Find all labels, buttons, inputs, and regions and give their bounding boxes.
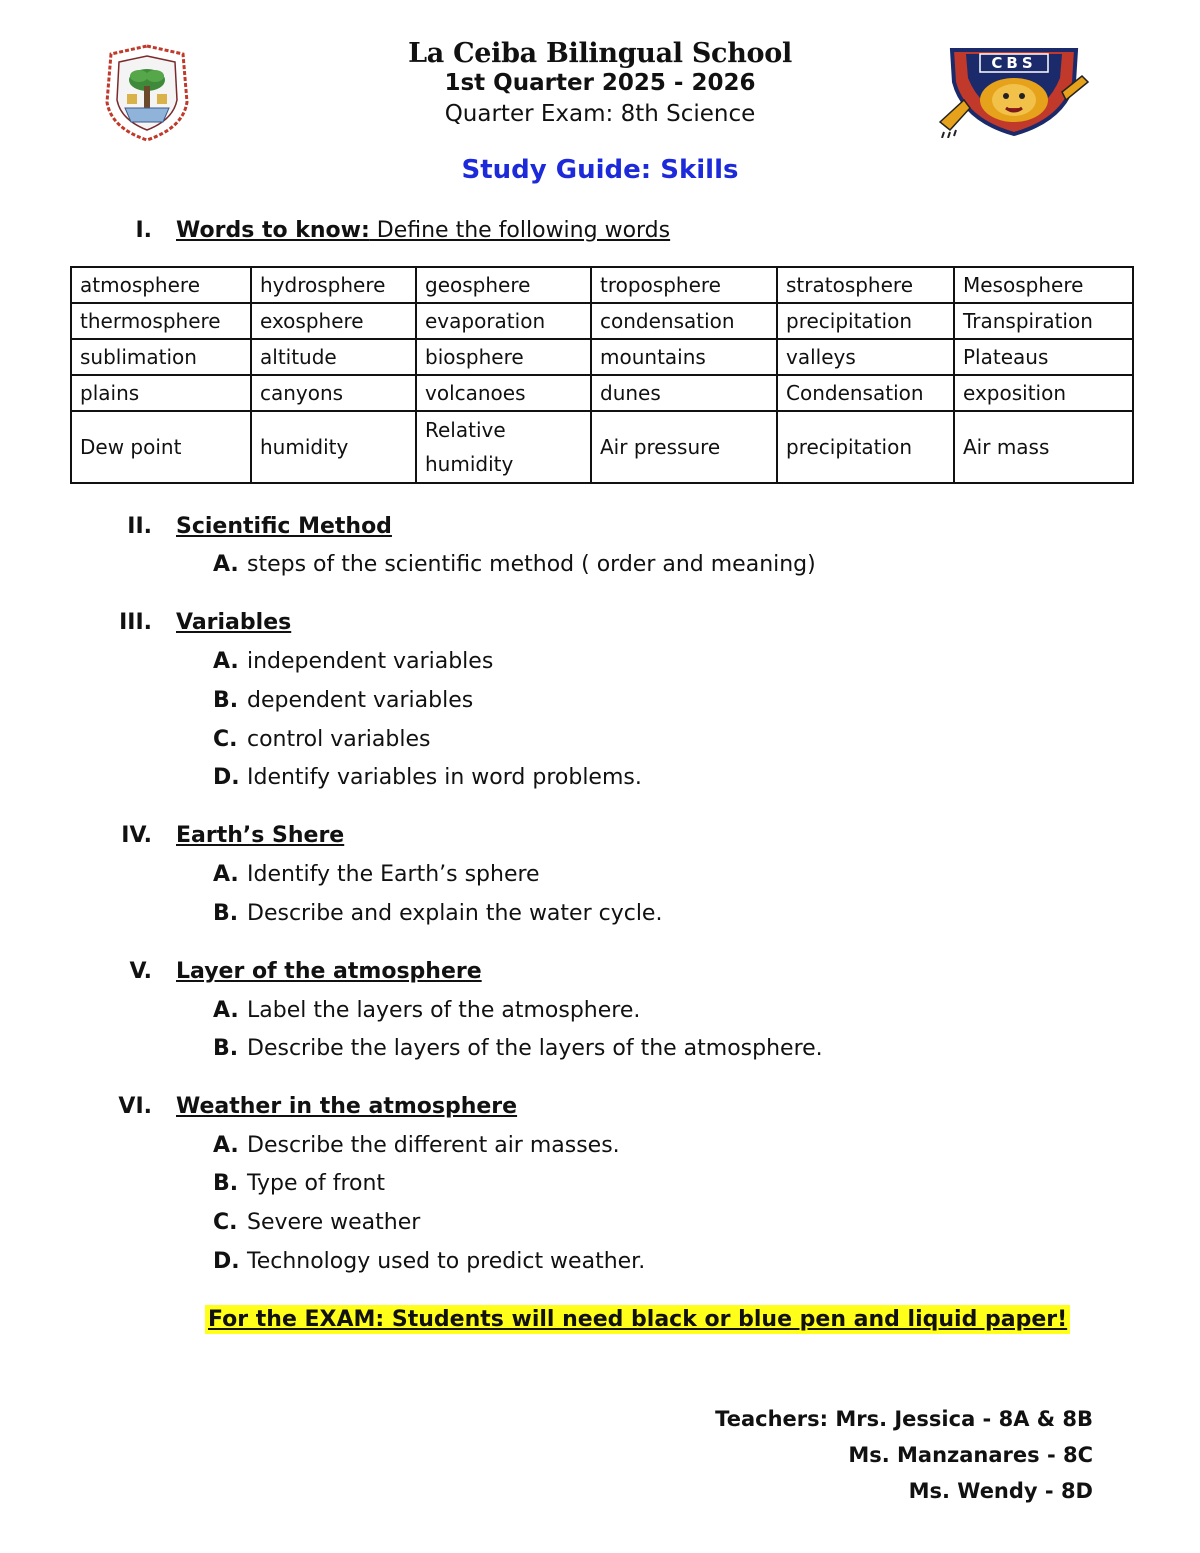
section-number: IV.	[121, 823, 152, 848]
school-name: La Ceiba Bilingual School	[408, 38, 792, 69]
section-earths-sphere	[0, 823, 1200, 853]
table-cell: sublimation	[71, 339, 251, 375]
item-text: Describe and explain the water cycle.	[247, 901, 663, 926]
item-text: Type of front	[247, 1171, 386, 1196]
item-text: dependent variables	[247, 688, 474, 713]
table-cell: dunes	[591, 375, 777, 411]
item-text: Technology used to predict weather.	[247, 1249, 646, 1274]
item-letter: B.	[213, 901, 239, 926]
table-cell: valleys	[777, 339, 954, 375]
list-item	[0, 727, 1200, 757]
section-number: II.	[127, 514, 152, 539]
item-letter: D.	[213, 1249, 240, 1274]
section-instruction: Define the following words	[369, 218, 671, 243]
list-item	[0, 1036, 1200, 1066]
table-cell: Condensation	[777, 375, 954, 411]
list-item	[0, 649, 1200, 679]
item-text: Describe the different air masses.	[247, 1133, 620, 1158]
item-letter: A.	[213, 1133, 239, 1158]
item-text: Severe weather	[247, 1210, 421, 1235]
table-row	[71, 339, 1133, 375]
section-title: Layer of the atmosphere	[176, 959, 482, 984]
section-number: V.	[129, 959, 152, 984]
section-scientific-method	[0, 514, 1200, 544]
exam-notice: For the EXAM: Students will need black or blue pen and liquid paper!	[205, 1305, 1070, 1334]
section-title: Scientific Method	[176, 514, 392, 539]
list-item	[0, 998, 1200, 1028]
item-text: Describe the layers of the layers of the atmosphere.	[247, 1036, 823, 1061]
table-cell: evaporation	[416, 303, 591, 339]
table-cell: geosphere	[416, 267, 591, 303]
item-letter: C.	[213, 1210, 238, 1235]
list-item	[0, 901, 1200, 931]
table-cell: Plateaus	[954, 339, 1133, 375]
list-item	[0, 765, 1200, 795]
table-cell: exosphere	[251, 303, 416, 339]
table-cell: atmosphere	[71, 267, 251, 303]
table-row	[71, 303, 1133, 339]
section-title: Weather in the atmosphere	[176, 1094, 518, 1119]
item-letter: B.	[213, 1171, 239, 1196]
item-text: Label the layers of the atmosphere.	[247, 998, 641, 1023]
table-cell: Mesosphere	[954, 267, 1133, 303]
table-cell: Relative humidity	[416, 411, 591, 483]
item-letter: A.	[213, 862, 239, 887]
table-cell: volcanoes	[416, 375, 591, 411]
table-cell: canyons	[251, 375, 416, 411]
item-text: independent variables	[247, 649, 494, 674]
table-cell: plains	[71, 375, 251, 411]
table-cell: precipitation	[777, 303, 954, 339]
table-cell: Air pressure	[591, 411, 777, 483]
list-item	[0, 688, 1200, 718]
teachers-line: Ms. Manzanares - 8C	[848, 1443, 1093, 1467]
table-cell: condensation	[591, 303, 777, 339]
item-text: Identify variables in word problems.	[247, 765, 642, 790]
table-row	[71, 411, 1133, 483]
section-title: Earth’s Shere	[176, 823, 345, 848]
section-number: III.	[119, 610, 152, 635]
list-item	[0, 552, 1200, 582]
table-cell: altitude	[251, 339, 416, 375]
item-letter: A.	[213, 552, 239, 577]
table-cell: Air mass	[954, 411, 1133, 483]
table-cell: precipitation	[777, 411, 954, 483]
table-cell: mountains	[591, 339, 777, 375]
quarter-label: 1st Quarter 2025 - 2026	[444, 70, 756, 96]
table-cell: hydrosphere	[251, 267, 416, 303]
teachers-line: Ms. Wendy - 8D	[908, 1479, 1093, 1503]
vocabulary-table	[70, 266, 1134, 484]
section-number: VI.	[118, 1094, 152, 1119]
table-cell: humidity	[251, 411, 416, 483]
section-variables	[0, 610, 1200, 640]
section-number: I.	[135, 218, 152, 243]
table-row	[71, 267, 1133, 303]
list-item	[0, 1249, 1200, 1279]
table-cell: stratosphere	[777, 267, 954, 303]
cbs-logo-text: CBS	[991, 54, 1037, 72]
study-guide-title: Study Guide: Skills	[461, 155, 739, 185]
teachers-line: Teachers: Mrs. Jessica - 8A & 8B	[715, 1407, 1093, 1431]
list-item	[0, 1171, 1200, 1201]
item-letter: A.	[213, 649, 239, 674]
item-letter: B.	[213, 688, 239, 713]
table-cell: Transpiration	[954, 303, 1133, 339]
list-item	[0, 1210, 1200, 1240]
item-letter: C.	[213, 727, 238, 752]
item-letter: B.	[213, 1036, 239, 1061]
item-text: Identify the Earth’s sphere	[247, 862, 540, 887]
table-cell: thermosphere	[71, 303, 251, 339]
table-cell: Dew point	[71, 411, 251, 483]
section-title: Variables	[176, 610, 292, 635]
table-row	[71, 375, 1133, 411]
item-text: control variables	[247, 727, 431, 752]
table-cell: exposition	[954, 375, 1133, 411]
section-weather	[0, 1094, 1200, 1124]
item-letter: D.	[213, 765, 240, 790]
item-letter: A.	[213, 998, 239, 1023]
section-title: Words to know: Define the following words	[176, 218, 671, 243]
item-text: steps of the scientific method ( order and meaning)	[247, 552, 816, 577]
table-cell: troposphere	[591, 267, 777, 303]
table-cell: biosphere	[416, 339, 591, 375]
list-item	[0, 862, 1200, 892]
section-words-to-know	[0, 218, 1200, 248]
exam-label: Quarter Exam: 8th Science	[444, 101, 756, 127]
section-atmosphere-layers	[0, 959, 1200, 989]
list-item	[0, 1133, 1200, 1163]
